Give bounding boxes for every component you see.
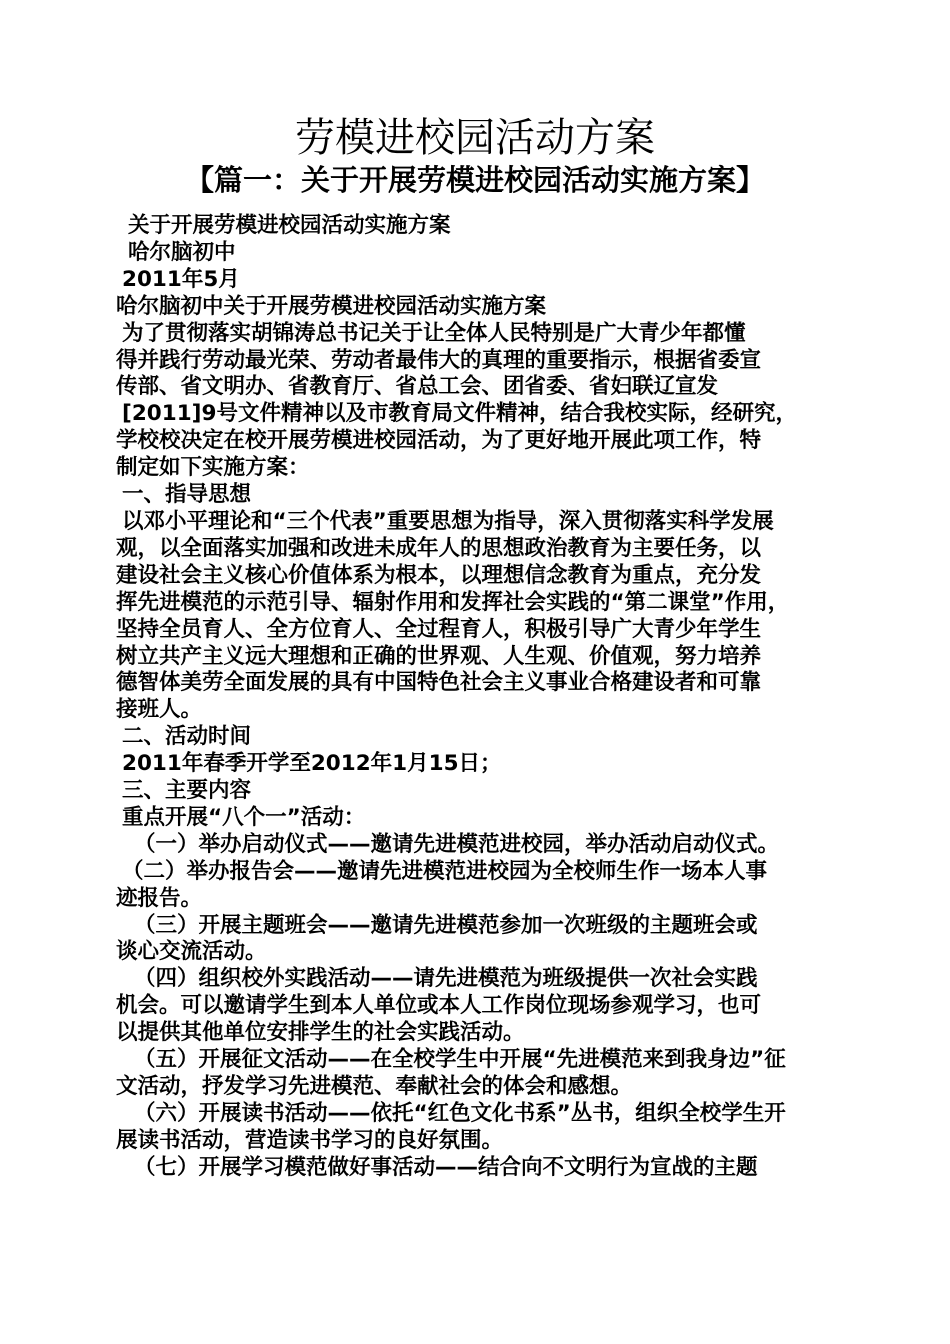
document-title: 劳模进校园活动方案 xyxy=(295,115,655,161)
paragraph-line: 机会。可以邀请学生到本人单位或本人工作岗位现场参观学习，也可 xyxy=(116,993,762,1019)
paragraph-line: 为了贯彻落实胡锦涛总书记关于让全体人民特别是广大青少年都懂 xyxy=(122,320,746,346)
paragraph-line: 文活动，抒发学习先进模范、奉献社会的体会和感想。 xyxy=(116,1074,633,1099)
section-heading: 二、活动时间 xyxy=(122,724,252,750)
paragraph-line: 树立共产主义远大理想和正确的世界观、人生观、价值观，努力培养 xyxy=(116,643,762,669)
paragraph-line: 展读书活动，营造读书学习的良好氛围。 xyxy=(116,1127,504,1153)
heading-plan-title: 关于开展劳模进校园活动实施方案 xyxy=(128,213,451,238)
list-item: （七）开展学习模范做好事活动——结合向不文明行为宣战的主题 xyxy=(134,1154,758,1180)
paragraph-line: 坚持全员育人、全方位育人、全过程育人，积极引导广大青少年学生 xyxy=(116,616,762,642)
paragraph-line: 重点开展“八个一”活动： xyxy=(122,804,366,830)
document-subtitle: 【篇一：关于开展劳模进校园活动实施方案】 xyxy=(184,163,765,197)
list-item: （四）组织校外实践活动——请先进模范为班级提供一次社会实践 xyxy=(134,966,758,992)
paragraph-line: 学校校决定在校开展劳模进校园活动，为了更好地开展此项工作，特 xyxy=(116,428,762,454)
section-heading: 三、主要内容 xyxy=(122,778,252,804)
paragraph-line: 接班人。 xyxy=(116,697,203,723)
paragraph-line: 迹报告。 xyxy=(116,885,203,911)
paragraph-line: 得并践行劳动最光荣、劳动者最伟大的真理的重要指示，根据省委宣 xyxy=(116,347,762,373)
document-body xyxy=(116,213,836,1182)
paragraph-line: 建设社会主义核心价值体系为根本，以理想信念教育为重点，充分发 xyxy=(116,562,762,588)
list-item: （一）举办启动仪式——邀请先进模范进校园，举办活动启动仪式。 xyxy=(134,831,780,857)
paragraph-line: [2011]9号文件精神以及市教育局文件精神，结合我校实际，经研究， xyxy=(122,401,797,427)
school-name: 哈尔脑初中 xyxy=(128,239,236,265)
list-item: （五）开展征文活动——在全校学生中开展“先进模范来到我身边”征 xyxy=(134,1047,786,1073)
paragraph-line: 制定如下实施方案： xyxy=(116,455,310,481)
paragraph-line: 观，以全面落实加强和改进未成年人的思想政治教育为主要任务，以 xyxy=(116,535,762,561)
document-date: 2011年5月 xyxy=(122,266,240,292)
paragraph-line: 谈心交流活动。 xyxy=(116,939,267,965)
list-item: （六）开展读书活动——依托“红色文化书系”丛书，组织全校学生开 xyxy=(134,1100,786,1126)
paragraph-line: 以提供其他单位安排学生的社会实践活动。 xyxy=(116,1020,525,1046)
paragraph-line: 挥先进模范的示范引导、辐射作用和发挥社会实践的“第二课堂”作用， xyxy=(116,589,790,615)
paragraph-line: 2011年春季开学至2012年1月15日； xyxy=(122,751,502,777)
paragraph-line: 德智体美劳全面发展的具有中国特色社会主义事业合格建设者和可靠 xyxy=(116,670,762,696)
heading-school-plan: 哈尔脑初中关于开展劳模进校园活动实施方案 xyxy=(116,293,547,319)
paragraph-line: 以邓小平理论和“三个代表”重要思想为指导，深入贯彻落实科学发展 xyxy=(122,508,774,534)
list-item: （三）开展主题班会——邀请先进模范参加一次班级的主题班会或 xyxy=(134,912,758,938)
paragraph-line: 传部、省文明办、省教育厅、省总工会、团省委、省妇联辽宣发 xyxy=(116,374,719,400)
section-heading: 一、指导思想 xyxy=(122,482,252,508)
list-item: （二）举办报告会——邀请先进模范进校园为全校师生作一场本人事 xyxy=(122,858,768,884)
